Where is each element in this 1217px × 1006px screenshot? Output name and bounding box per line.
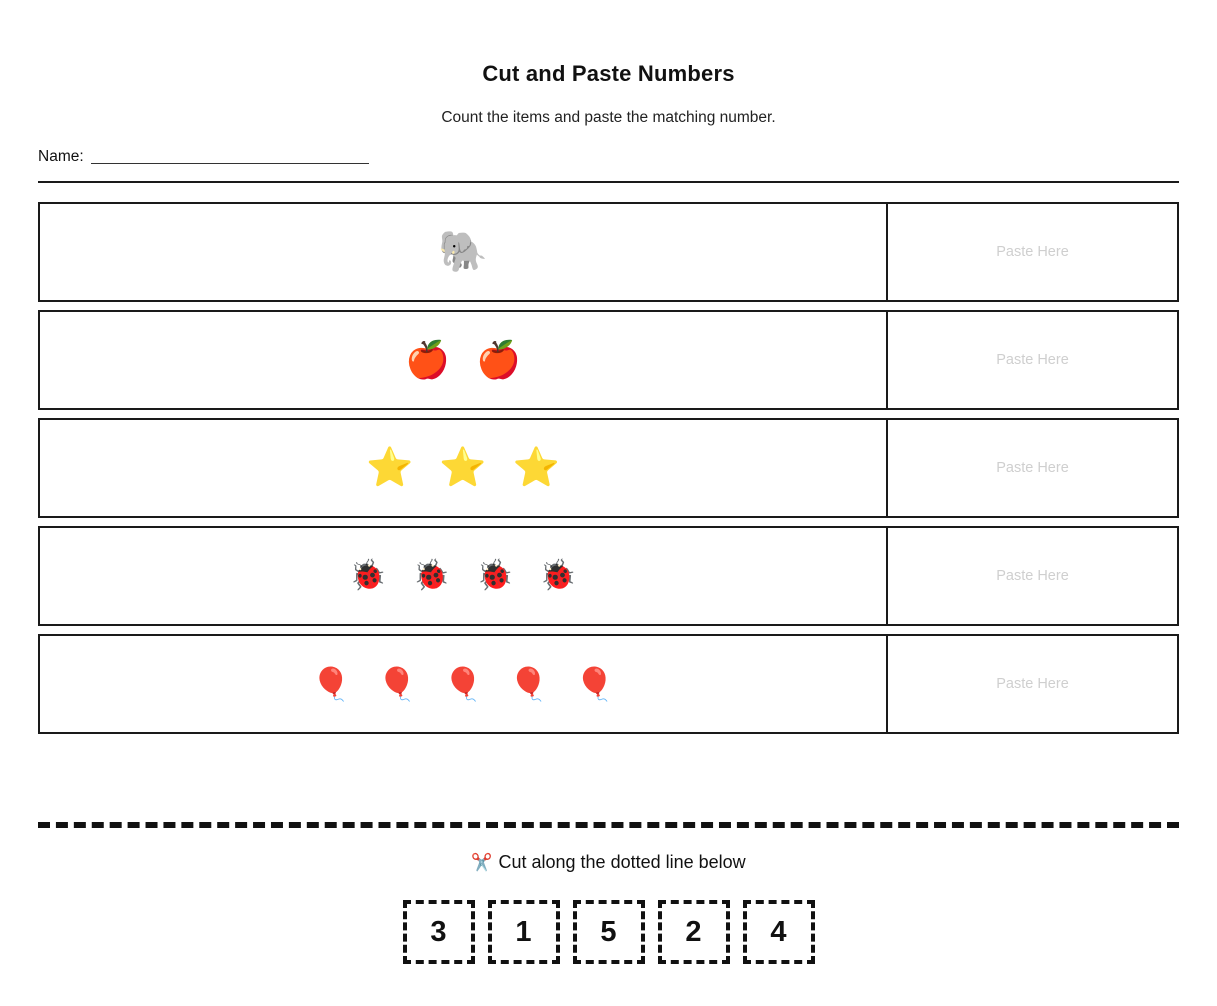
items-group <box>311 668 614 700</box>
header-divider <box>38 181 1179 183</box>
name-row <box>38 148 369 167</box>
paste-cell[interactable] <box>888 420 1177 516</box>
balloon-icon: 🎈 <box>377 666 418 702</box>
balloon-icon: 🎈 <box>311 666 352 702</box>
apple-icon: 🍎 <box>405 339 450 380</box>
name-label: Name: <box>38 148 84 165</box>
star-icon: ⭐ <box>512 447 560 489</box>
paste-here-label: Paste Here <box>996 676 1069 692</box>
items-cell <box>40 204 888 300</box>
name-input-line[interactable] <box>91 163 369 164</box>
paste-cell[interactable] <box>888 204 1177 300</box>
table-row <box>38 526 1179 626</box>
cut-instruction <box>0 852 1217 873</box>
number-card[interactable]: 4 <box>743 900 815 964</box>
star-icon: ⭐ <box>366 447 414 489</box>
number-card[interactable]: 3 <box>403 900 475 964</box>
paste-cell[interactable] <box>888 312 1177 408</box>
table-row <box>38 634 1179 734</box>
balloon-icon: 🎈 <box>574 666 615 702</box>
number-card[interactable]: 2 <box>658 900 730 964</box>
items-group <box>438 232 488 272</box>
ladybug-icon: 🐞 <box>476 559 514 592</box>
ladybug-icon: 🐞 <box>349 559 387 592</box>
star-icon: ⭐ <box>439 447 487 489</box>
paste-here-label: Paste Here <box>996 460 1069 476</box>
scissors-icon: ✂️ <box>471 853 493 872</box>
table-row <box>38 202 1179 302</box>
items-cell <box>40 636 888 732</box>
paste-here-label: Paste Here <box>996 352 1069 368</box>
number-card[interactable]: 1 <box>488 900 560 964</box>
table-row <box>38 310 1179 410</box>
cut-instruction-label: Cut along the dotted line below <box>498 852 746 872</box>
items-group <box>366 449 560 487</box>
items-group <box>405 339 521 380</box>
apple-icon: 🍎 <box>476 339 521 380</box>
paste-here-label: Paste Here <box>996 244 1069 260</box>
cut-line <box>38 822 1179 828</box>
counting-rows <box>38 202 1179 742</box>
page-subtitle: Count the items and paste the matching number. <box>441 109 776 126</box>
page-title: Cut and Paste Numbers <box>482 61 735 86</box>
ladybug-icon: 🐞 <box>539 559 577 592</box>
number-cards <box>0 900 1217 964</box>
number-card[interactable]: 5 <box>573 900 645 964</box>
items-cell <box>40 312 888 408</box>
balloon-icon: 🎈 <box>508 666 549 702</box>
elephant-icon: 🐘 <box>438 230 488 274</box>
items-cell <box>40 420 888 516</box>
paste-here-label: Paste Here <box>996 568 1069 584</box>
ladybug-icon: 🐞 <box>412 559 450 592</box>
balloon-icon: 🎈 <box>443 666 483 702</box>
paste-cell[interactable] <box>888 528 1177 624</box>
paste-cell[interactable] <box>888 636 1177 732</box>
items-group <box>349 561 576 591</box>
table-row <box>38 418 1179 518</box>
items-cell <box>40 528 888 624</box>
